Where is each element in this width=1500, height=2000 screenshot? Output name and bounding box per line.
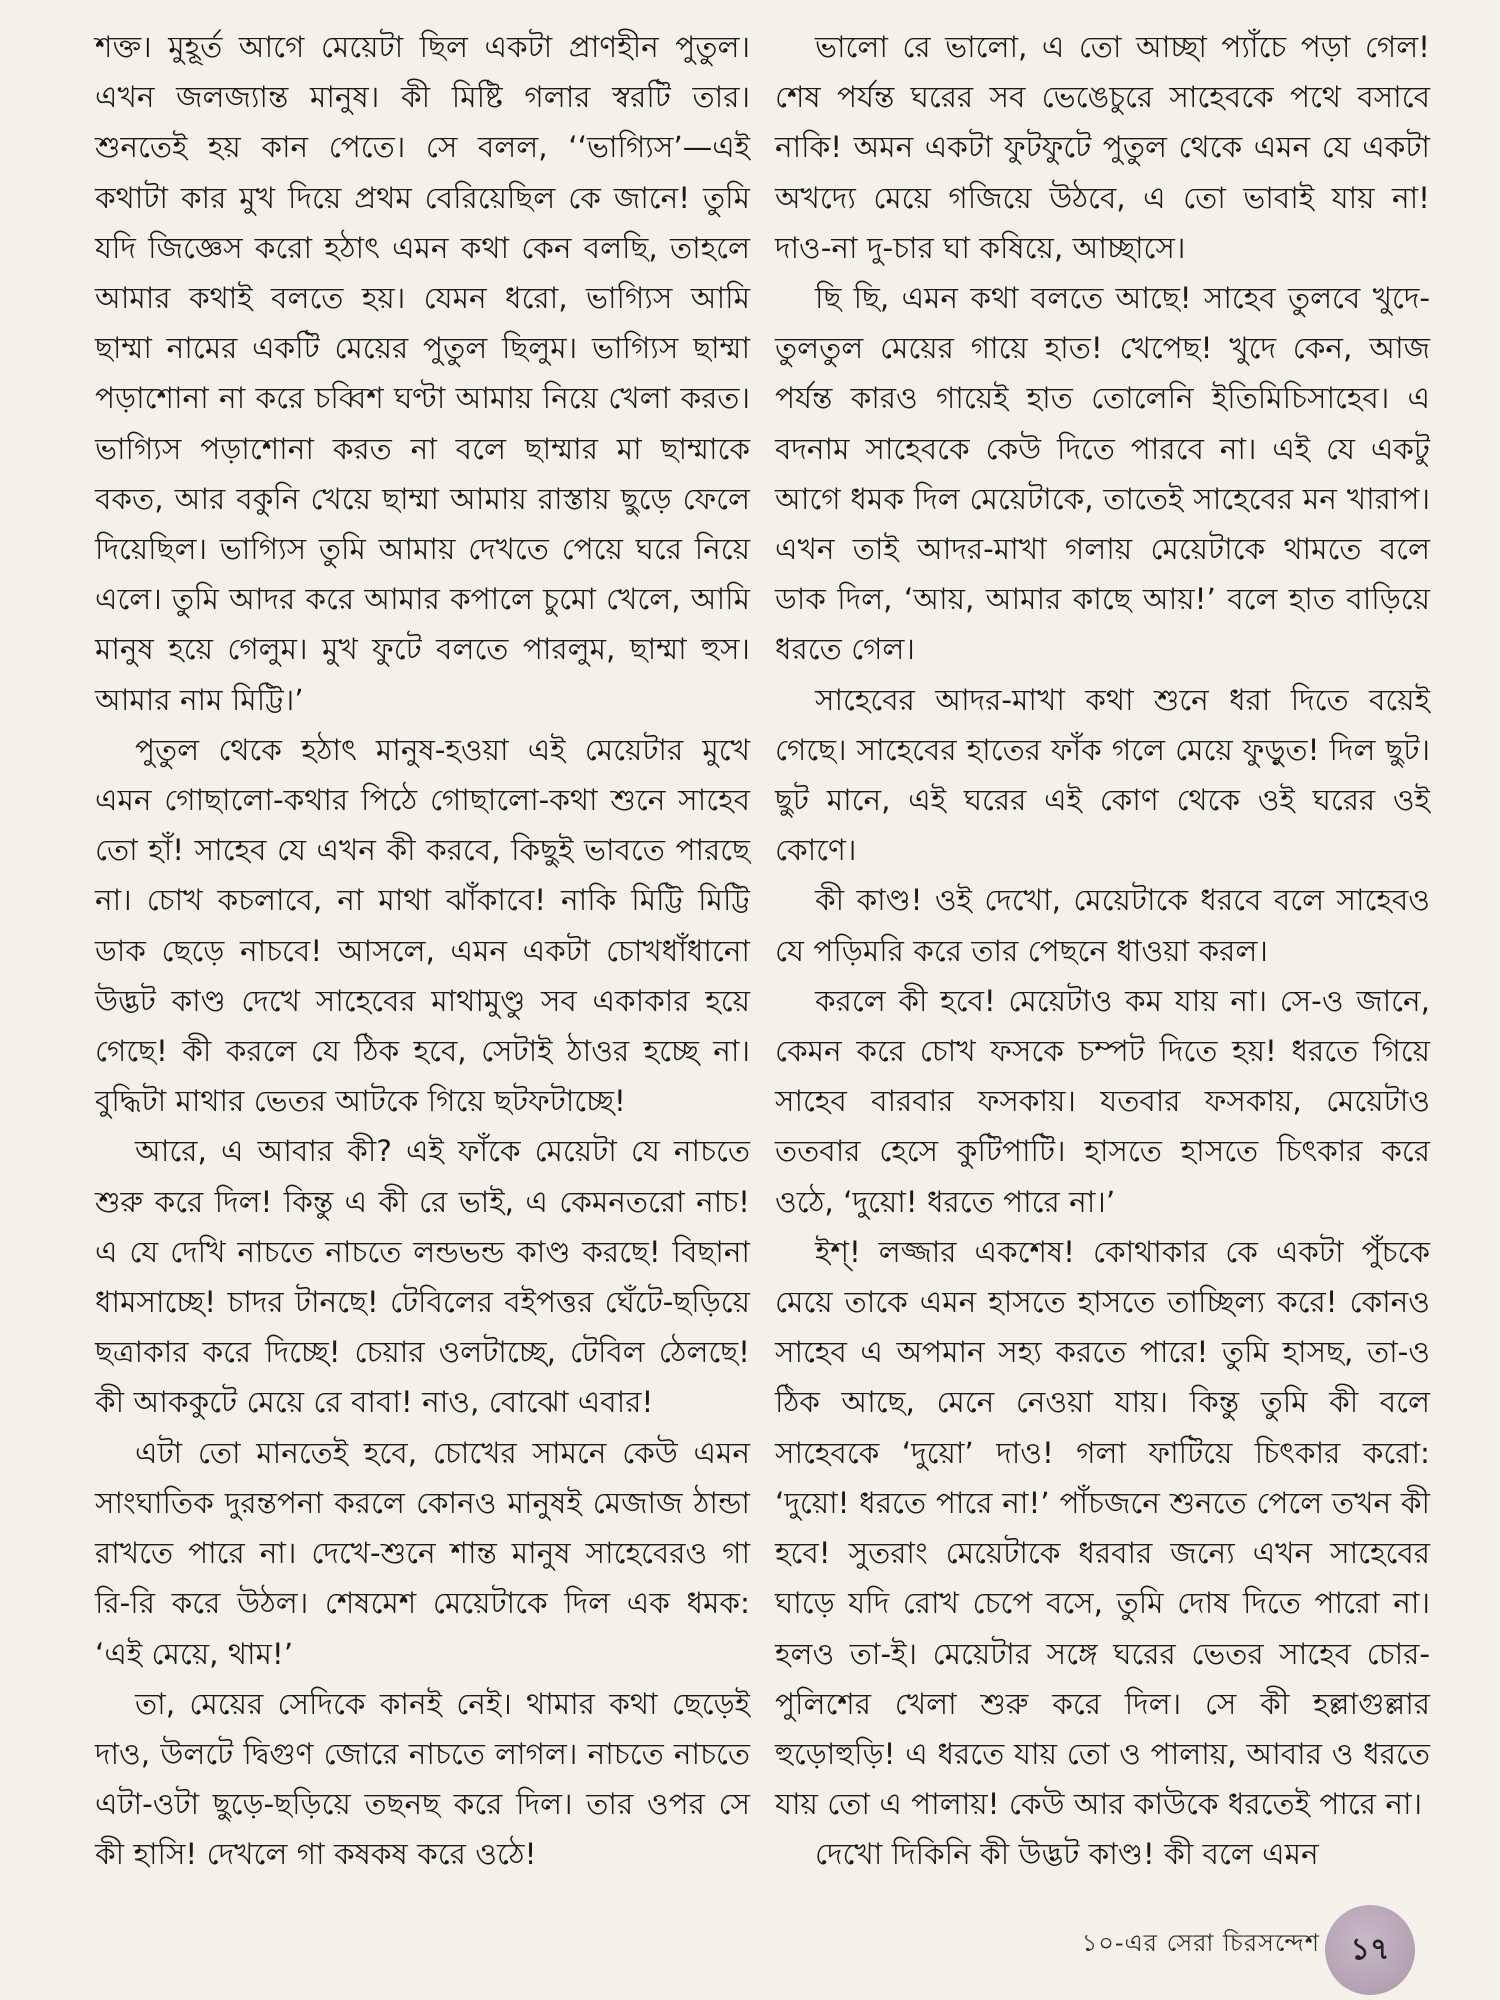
- paragraph: তা, মেয়ের সেদিকে কানই নেই। থামার কথা ছেড়েই দাও, উলটে দ্বিগুণ জোরে নাচতে লাগল। নাচতে নাচতে এটা-ওটা ছুড়ে-ছড়িয়ে তছনছ করে দিল। তার ওপর সে কী হাসি! দেখলে গা কষকষ করে ওঠে!: [95, 1686, 750, 1872]
- paragraph: ইশ্! লজ্জার একশেষ! কোথাকার কে একটা পুঁচকে মেয়ে তাকে এমন হাসতে হাসতে তাচ্ছিল্য করে! কোনও সাহেব এ অপমান সহ্য করতে পারে! তুমি হাসছ, তা-ও ঠিক আছে, মেনে নেওয়া যায়। কিন্তু তুমি কী বলে সাহেবকে ‘দুয়ো’ দাও! গলা ফাটিয়ে চিৎকার করো: ‘দুয়ো! ধরতে পারে না!’ পাঁচজনে শুনতে পেলে তখন কী হবে! সুতরাং মেয়েটাকে ধরবার জন্যে এখন সাহেবের ঘাড়ে যদি রোখ চেপে বসে, তুমি দোষ দিতে পারো না। হলও তা-ই। মেয়েটার সঙ্গে ঘরের ভেতর সাহেব চোর-পুলিশের খেলা শুরু করে দিল। সে কী হল্লাগুল্লার হুড়োহুড়ি! এ ধরতে যায় তো ও পালায়, আবার ও ধরতে যায় তো এ পালায়! কেউ আর কাউকে ধরতেই পারে না।: [775, 1234, 1430, 1822]
- right-column: [775, 22, 1430, 1880]
- page-number: ১৭: [1325, 1905, 1415, 1995]
- paragraph: দেখো দিকিনি কী উদ্ভট কাণ্ড! কী বলে এমন: [815, 1837, 1319, 1872]
- paragraph: এটা তো মানতেই হবে, চোখের সামনে কেউ এমন সাংঘাতিক দুরন্তপনা করলে কোনও মানুষই মেজাজ ঠান্ডা রাখতে পারে না। দেখে-শুনে শান্ত মানুষ সাহেবেরও গা রি-রি করে উঠল। শেষমেশ মেয়েটাকে দিল এক ধমক: ‘এই মেয়ে, থাম!’: [95, 1435, 750, 1671]
- page-footer: [0, 1905, 1500, 2000]
- source-title: ১০-এর সেরা চিরসন্দেশ: [1081, 1929, 1320, 1957]
- paragraph: শক্ত। মুহূর্ত আগে মেয়েটা ছিল একটা প্রাণহীন পুতুল। এখন জলজ্যান্ত মানুষ। কী মিষ্টি গলার স্বরটি তার। শুনতেই হয় কান পেতে। সে বলল, ‘‘ভাগ্যিস’—এই কথাটা কার মুখ দিয়ে প্রথম বেরিয়েছিল কে জানে! তুমি যদি জিজ্ঞেস করো হঠাৎ এমন কথা কেন বলছি, তাহলে আমার কথাই বলতে হয়। যেমন ধরো, ভাগ্যিস আমি ছাম্মা নামের একটি মেয়ের পুতুল ছিলুম। ভাগ্যিস ছাম্মা পড়াশোনা না করে চব্বিশ ঘণ্টা আমায় নিয়ে খেলা করত। ভাগ্যিস পড়াশোনা করত না বলে ছাম্মার মা ছাম্মাকে বকত, আর বকুনি খেয়ে ছাম্মা আমায় রাস্তায় ছুড়ে ফেলে দিয়েছিল। ভাগ্যিস তুমি আমায় দেখতে পেয়ে ঘরে নিয়ে এলে। তুমি আদর করে আমার কপালে চুমো খেলে, আমি মানুষ হয়ে গেলুম। মুখ ফুটে বলতে পারলুম, ছাম্মা হুস। আমার নাম মিট্টি।’: [95, 30, 750, 717]
- paragraph: ভালো রে ভালো, এ তো আচ্ছা প্যাঁচে পড়া গেল! শেষ পর্যন্ত ঘরের সব ভেঙেচুরে সাহেবকে পথে বসাবে নাকি! অমন একটা ফুটফুটে পুতুল থেকে এমন যে একটা অখদ্যে মেয়ে গজিয়ে উঠবে, এ তো ভাবাই যায় না! দাও-না দু-চার ঘা কষিয়ে, আচ্ছাসে।: [775, 30, 1430, 265]
- paragraph: কী কাণ্ড! ওই দেখো, মেয়েটাকে ধরবে বলে সাহেবও যে পড়িমরি করে তার পেছনে ধাওয়া করল।: [775, 883, 1430, 968]
- paragraph: ছি ছি, এমন কথা বলতে আছে! সাহেব তুলবে খুদে-তুলতুল মেয়ের গায়ে হাত! খেপেছ! খুদে কেন, আজ পর্যন্ত কারও গায়েই হাত তোলেনি ইতিমিচিসাহেব। এ বদনাম সাহেবকে কেউ দিতে পারবে না। এই যে একটু আগে ধমক দিল মেয়েটাকে, তাতেই সাহেবের মন খারাপ। এখন তাই আদর-মাখা গলায় মেয়েটাকে থামতে বলে ডাক দিল, ‘আয়, আমার কাছে আয়!’ বলে হাত বাড়িয়ে ধরতে গেল।: [775, 281, 1430, 667]
- left-column: [95, 22, 750, 1880]
- paragraph: পুতুল থেকে হঠাৎ মানুষ-হওয়া এই মেয়েটার মুখে এমন গোছালো-কথার পিঠে গোছালো-কথা শুনে সাহেব তো হাঁ! সাহেব যে এখন কী করবে, কিছুই ভাবতে পারছে না। চোখ কচলাবে, না মাথা ঝাঁকাবে! নাকি মিট্টি মিট্টি ডাক ছেড়ে নাচবে! আসলে, এমন একটা চোখধাঁধানো উদ্ভট কাণ্ড দেখে সাহেবের মাথামুণ্ডু সব একাকার হয়ে গেছে! কী করলে যে ঠিক হবে, সেটাই ঠাওর হচ্ছে না। বুদ্ধিটা মাথার ভেতর আটকে গিয়ে ছটফটাচ্ছে!: [95, 732, 750, 1119]
- paragraph: করলে কী হবে! মেয়েটাও কম যায় না। সে-ও জানে, কেমন করে চোখ ফসকে চম্পট দিতে হয়! ধরতে গিয়ে সাহেব বারবার ফসকায়। যতবার ফসকায়, মেয়েটাও ততবার হেসে কুটিপাটি। হাসতে হাসতে চিৎকার করে ওঠে, ‘দুয়ো! ধরতে পারে না।’: [775, 983, 1430, 1219]
- paragraph: আরে, এ আবার কী? এই ফাঁকে মেয়েটা যে নাচতে শুরু করে দিল! কিন্তু এ কী রে ভাই, এ কেমনতরো নাচ! এ যে দেখি নাচতে নাচতে লন্ডভন্ড কাণ্ড করছে! বিছানা ধামসাচ্ছে! চাদর টানছে! টেবিলের বইপত্তর ঘেঁটে-ছড়িয়ে ছত্রাকার করে দিচ্ছে! চেয়ার ওলটাচ্ছে, টেবিল ঠেলছে! কী আককুটে মেয়ে রে বাবা! নাও, বোঝো এবার!: [95, 1134, 750, 1420]
- paragraph: সাহেবের আদর-মাখা কথা শুনে ধরা দিতে বয়েই গেছে। সাহেবের হাতের ফাঁক গলে মেয়ে ফুড়ুত! দিল ছুট। ছুট মানে, এই ঘরের এই কোণ থেকে ওই ঘরের ওই কোণে।: [775, 682, 1430, 868]
